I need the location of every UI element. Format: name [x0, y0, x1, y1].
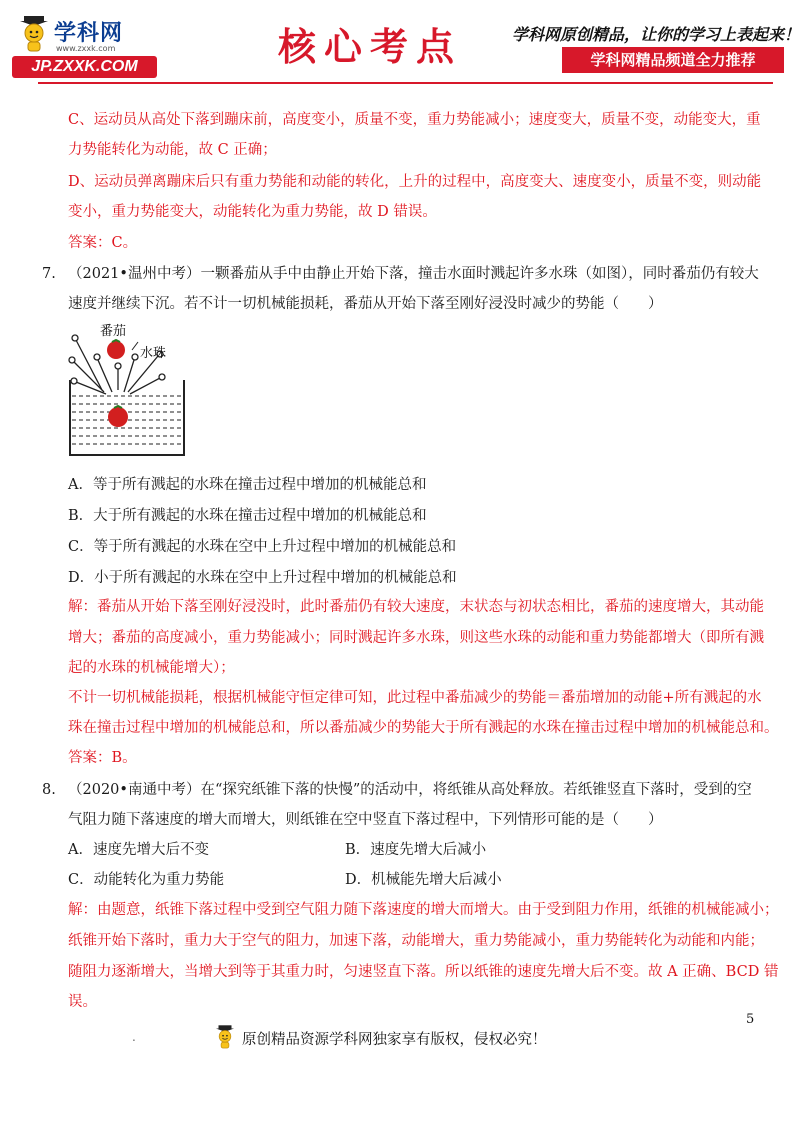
footer-copyright-text: 原创精品资源学科网独家享有版权，侵权必究！ — [242, 1032, 547, 1048]
logo-brand-text: 学科网 — [54, 21, 124, 46]
mascot-icon — [212, 1020, 238, 1054]
site-logo[interactable] — [12, 14, 162, 76]
q7-option-d: D．小于所有溅起的水珠在空中上升过程中增加的机械能总和 — [68, 570, 457, 586]
header-divider — [38, 82, 773, 84]
q7-solution-line2: 增大；番茄的高度减小，重力势能减小；同时溅起许多水珠，则这些水珠的动能和重力势能都增大（即所有溅 — [68, 630, 764, 646]
q8-option-c: C．动能转化为重力势能 — [68, 872, 225, 888]
q7-solution-line1: 解：番茄从开始下落至刚好浸没时，此时番茄仍有较大速度，末状态与初状态相比，番茄的速度增大，其动能 — [68, 599, 764, 615]
q8-stem-line1: （2020•南通中考）在“探究纸锥下落的快慢”的活动中，将纸锥从高处释放。若纸锥竖直下落时，受到的空 — [68, 782, 752, 798]
footer-dot: . — [132, 1030, 136, 1044]
q8-option-a: A．速度先增大后不变 — [68, 842, 209, 858]
q8-solution-line1: 解：由题意，纸锥下落过程中受到空气阻力随下落速度的增大而增大。由于受到阻力作用，纸锥的机械能减小； — [68, 902, 779, 918]
header-title: 核心考点 — [278, 24, 463, 69]
page-number: 5 — [746, 1012, 755, 1027]
figure-label-water: 水珠 — [140, 346, 167, 361]
q8-option-d: D．机械能先增大后减小 — [345, 872, 502, 888]
q7-option-c: C．等于所有溅起的水珠在空中上升过程中增加的机械能总和 — [68, 539, 457, 555]
prev-solution-d-line1: D、运动员弹离蹦床后只有重力势能和动能的转化，上升的过程中，高度变大、速度变小，质量不变，则动能 — [68, 174, 762, 190]
q7-stem-line2: 速度并继续下沉。若不计一切机械能损耗，番茄从开始下落至刚好浸没时减少的势能（ ） — [68, 296, 663, 312]
prev-solution-c-line1: C、运动员从高处下落到蹦床前，高度变小，质量不变，重力势能减小；速度变大，质量不变，动能变大，重 — [68, 112, 761, 128]
prev-solution-d-line2: 变小，重力势能变大，动能转化为重力势能，故 D 错误。 — [68, 204, 437, 220]
q7-solution-line3: 起的水珠的机械能增大）； — [68, 660, 235, 676]
logo-top — [12, 14, 162, 54]
q7-option-b: B．大于所有溅起的水珠在撞击过程中增加的机械能总和 — [68, 508, 427, 524]
q7-number: 7. — [42, 266, 56, 282]
tomato-splash-figure — [62, 320, 212, 460]
q7-option-a: A．等于所有溅起的水珠在撞击过程中增加的机械能总和 — [68, 477, 427, 493]
q8-number: 8. — [42, 782, 56, 798]
q7-solution-line4: 不计一切机械能损耗，根据机械能守恒定律可知，此过程中番茄减少的势能＝番茄增加的动能+所有溅起的水 — [68, 690, 762, 706]
tomato-diagram — [62, 320, 212, 460]
prev-solution-c-line2: 力势能转化为动能，故 C 正确； — [68, 142, 277, 158]
q8-option-b: B．速度先增大后减小 — [345, 842, 487, 858]
header-slogan: 学科网原创精品，让你的学习上表起来！ — [512, 25, 800, 44]
q7-answer: 答案：B。 — [68, 750, 137, 766]
footer-copyright — [212, 1020, 612, 1060]
mascot-icon — [14, 14, 54, 54]
prev-answer: 答案：C。 — [68, 235, 138, 251]
q7-stem-line1: （2021•温州中考）一颗番茄从手中由静止开始下落，撞击水面时溅起许多水珠（如图），同时番茄仍有较大 — [68, 266, 759, 282]
q8-stem-line2: 气阻力随下落速度的增大而增大，则纸锥在空中竖直下落过程中，下列情形可能的是（ ） — [68, 812, 663, 828]
channel-banner: 学科网精品频道全力推荐 — [562, 47, 784, 73]
q8-solution-line4: 误。 — [68, 994, 97, 1010]
logo-url-bar: JP.ZXXK.COM — [12, 56, 157, 78]
q8-solution-line3: 随阻力逐渐增大，当增大到等于其重力时，匀速竖直下落。所以纸锥的速度先增大后不变。故 A 正确、BCD 错 — [68, 964, 779, 980]
q8-solution-line2: 纸锥开始下落时，重力大于空气的阻力，加速下落，动能增大，重力势能减小，重力势能转化为动能和内能； — [68, 933, 764, 949]
q7-solution-line5: 珠在撞击过程中增加的机械能总和，所以番茄减少的势能大于所有溅起的水珠在撞击过程中增加的机械能总和。 — [68, 720, 779, 736]
logo-url-small: www.zxxk.com — [56, 44, 116, 53]
figure-label-tomato: 番茄 — [100, 324, 127, 339]
